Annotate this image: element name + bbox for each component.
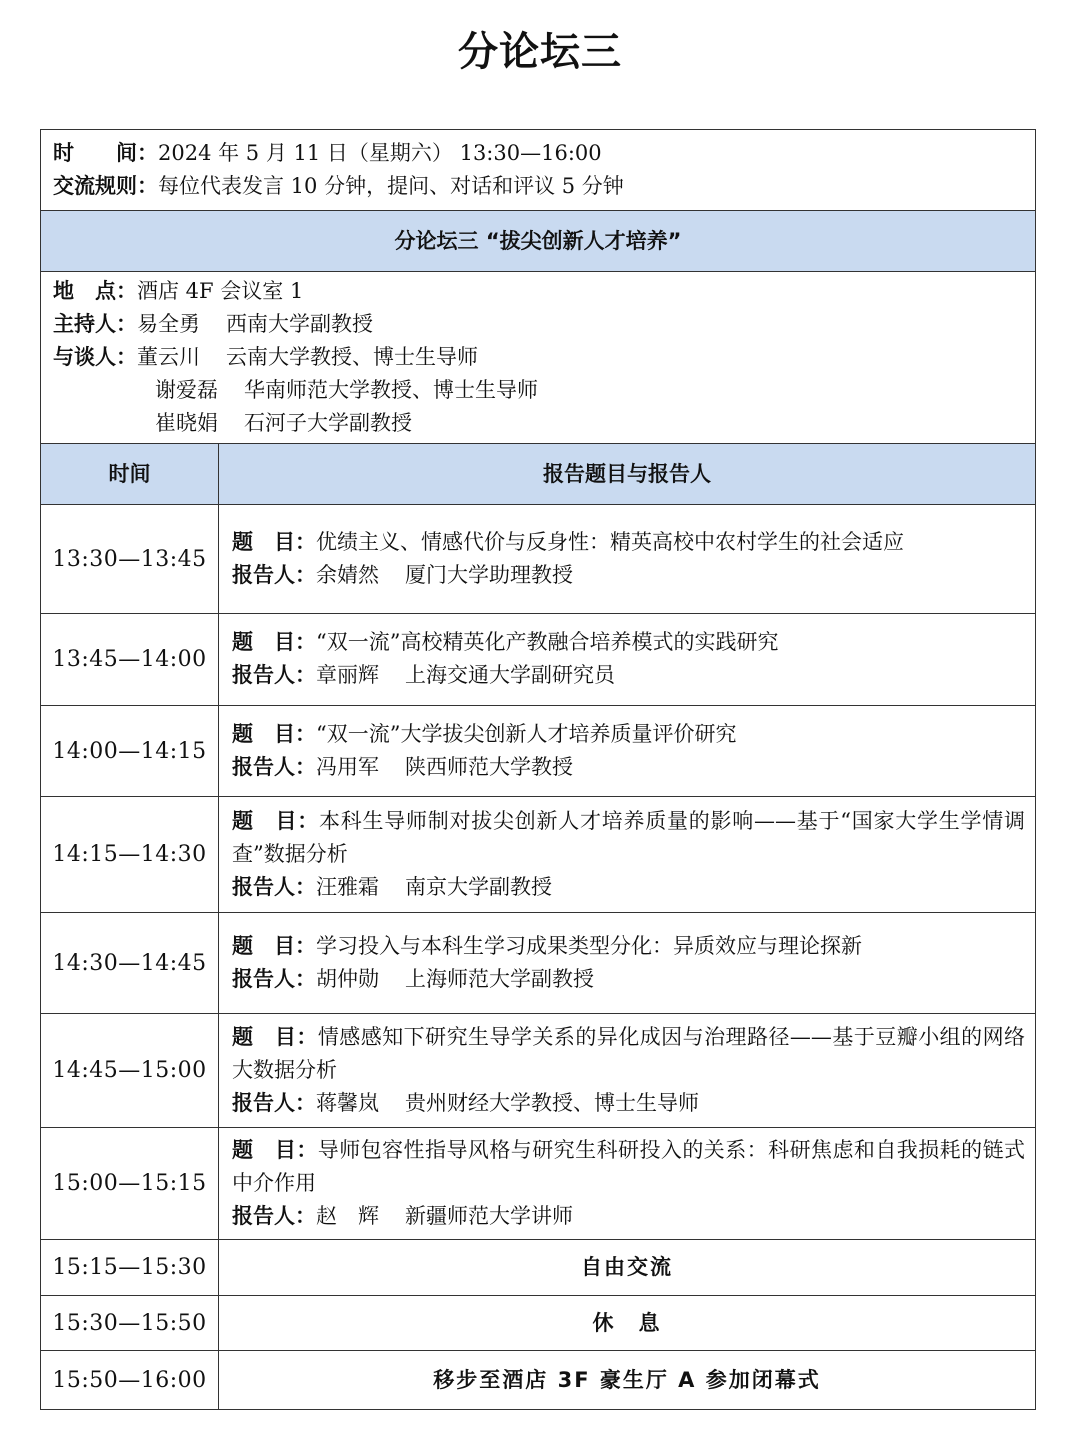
speaker-affiliation: 上海师范大学副教授 <box>405 966 594 991</box>
page-title: 分论坛三 <box>458 29 622 75</box>
speaker-name: 余婧然 <box>316 562 379 587</box>
speaker-name: 赵 辉 <box>316 1203 379 1228</box>
talk-topic: “双一流”大学拔尖创新人才培养质量评价研究 <box>316 721 737 746</box>
info-row <box>41 130 1036 211</box>
speaker-affiliation: 南京大学副教授 <box>405 874 552 899</box>
speaker-name: 胡仲勋 <box>316 966 379 991</box>
talk-topic-line <box>232 805 1025 871</box>
speaker-label: 报告人： <box>232 754 316 779</box>
schedule-table <box>40 129 1036 1410</box>
time-line <box>53 137 1023 170</box>
event-row <box>41 1240 1036 1296</box>
rules-label: 交流规则： <box>53 174 158 198</box>
panelist-title: 华南师范大学教授、博士生导师 <box>244 378 538 402</box>
talk-topic-line <box>232 626 1025 659</box>
event-time: 15:30—15:50 <box>41 1296 219 1351</box>
time-label: 时 间： <box>53 141 158 165</box>
panelist-line <box>53 341 1023 374</box>
host-label: 主持人： <box>53 312 137 336</box>
speaker-label: 报告人： <box>232 663 316 687</box>
venue-row <box>41 272 1036 444</box>
talk-speaker-line <box>232 963 1025 996</box>
talk-time: 14:45—15:00 <box>41 1014 219 1128</box>
location-value: 酒店 4F 会议室 1 <box>137 279 304 303</box>
talk-row <box>41 706 1036 797</box>
column-header-row <box>41 444 1036 505</box>
topic-label: 题 目： <box>232 808 320 833</box>
rules-line <box>53 170 1023 203</box>
time-column-header: 时间 <box>41 444 219 505</box>
event-text: 移步至酒店 3F 豪生厅 A 参加闭幕式 <box>219 1351 1036 1410</box>
topic-column-header: 报告题目与报告人 <box>219 444 1036 505</box>
time-value: 2024 年 5 月 11 日（星期六） 13:30—16:00 <box>158 141 602 165</box>
speaker-name: 蒋馨岚 <box>316 1090 379 1115</box>
speaker-label: 报告人： <box>232 562 316 587</box>
talk-time: 14:15—14:30 <box>41 797 219 913</box>
talk-time: 15:00—15:15 <box>41 1128 219 1240</box>
talk-cell <box>219 614 1036 706</box>
speaker-label: 报告人： <box>232 1090 316 1115</box>
talk-row <box>41 913 1036 1014</box>
topic-label: 题 目： <box>232 1137 318 1162</box>
topic-label: 题 目： <box>232 1024 318 1049</box>
talk-speaker-line <box>232 1087 1025 1120</box>
panelist-title: 云南大学教授、博士生导师 <box>226 345 478 369</box>
talk-speaker-line <box>232 871 1025 904</box>
speaker-affiliation: 陕西师范大学教授 <box>405 754 573 779</box>
talk-time: 14:00—14:15 <box>41 706 219 797</box>
host-title: 西南大学副教授 <box>226 312 373 336</box>
talk-speaker-line <box>232 751 1025 784</box>
talk-topic: 优绩主义、情感代价与反身性：精英高校中农村学生的社会适应 <box>316 529 904 554</box>
forum-heading-row <box>41 211 1036 272</box>
topic-label: 题 目： <box>232 933 316 958</box>
venue-cell <box>41 272 1036 444</box>
panel-label: 与谈人： <box>53 345 137 369</box>
event-time: 15:15—15:30 <box>41 1240 219 1296</box>
forum-heading: 分论坛三 “拔尖创新人才培养” <box>41 211 1036 272</box>
talk-cell <box>219 505 1036 614</box>
speaker-label: 报告人： <box>232 874 316 899</box>
topic-label: 题 目： <box>232 529 316 554</box>
talk-cell <box>219 1128 1036 1240</box>
event-row <box>41 1351 1036 1410</box>
talk-row <box>41 614 1036 706</box>
event-time: 15:50—16:00 <box>41 1351 219 1410</box>
talk-speaker-line <box>232 659 1025 692</box>
info-cell <box>41 130 1036 211</box>
speaker-affiliation: 上海交通大学副研究员 <box>405 663 615 687</box>
host-line <box>53 308 1023 341</box>
talk-cell <box>219 1014 1036 1128</box>
talk-speaker-line <box>232 1200 1025 1233</box>
speaker-affiliation: 贵州财经大学教授、博士生导师 <box>405 1090 699 1115</box>
rules-value: 每位代表发言 10 分钟，提问、对话和评议 5 分钟 <box>158 174 624 198</box>
talk-topic-line <box>232 1134 1025 1200</box>
talk-cell <box>219 913 1036 1014</box>
talk-topic-line <box>232 526 1025 559</box>
talk-time: 14:30—14:45 <box>41 913 219 1014</box>
panelist-name: 崔晓娟 <box>155 411 218 435</box>
talk-topic-line <box>232 930 1025 963</box>
topic-label: 题 目： <box>232 721 316 746</box>
talk-row <box>41 1128 1036 1240</box>
event-text: 自由交流 <box>219 1240 1036 1296</box>
talk-row <box>41 797 1036 913</box>
talk-row <box>41 505 1036 614</box>
speaker-name: 章丽辉 <box>316 663 379 687</box>
panelist-name: 谢爱磊 <box>155 378 218 402</box>
event-row <box>41 1296 1036 1351</box>
speaker-affiliation: 厦门大学助理教授 <box>405 562 573 587</box>
talk-cell <box>219 706 1036 797</box>
speaker-affiliation: 新疆师范大学讲师 <box>405 1203 573 1228</box>
talk-time: 13:30—13:45 <box>41 505 219 614</box>
talk-topic: 本科生导师制对拔尖创新人才培养质量的影响——基于“国家大学生学情调查”数据分析 <box>232 808 1026 866</box>
talk-row <box>41 1014 1036 1128</box>
panelist-name: 董云川 <box>137 345 200 369</box>
talk-topic: 导师包容性指导风格与研究生科研投入的关系：科研焦虑和自我损耗的链式中介作用 <box>232 1137 1026 1195</box>
panelist-title: 石河子大学副教授 <box>244 411 412 435</box>
speaker-name: 冯用军 <box>316 754 379 779</box>
panelist-line <box>53 374 1023 407</box>
talk-speaker-line <box>232 559 1025 592</box>
talk-topic: 学习投入与本科生学习成果类型分化：异质效应与理论探新 <box>316 933 862 958</box>
talk-time: 13:45—14:00 <box>41 614 219 706</box>
talk-cell <box>219 797 1036 913</box>
talk-topic-line <box>232 718 1025 751</box>
speaker-name: 汪雅霜 <box>316 874 379 899</box>
event-text: 休 息 <box>219 1296 1036 1351</box>
speaker-label: 报告人： <box>232 966 316 991</box>
host-name: 易全勇 <box>137 312 200 336</box>
speaker-label: 报告人： <box>232 1203 316 1228</box>
panelist-line <box>53 407 1023 440</box>
topic-label: 题 目： <box>232 630 316 654</box>
talk-topic: “双一流”高校精英化产教融合培养模式的实践研究 <box>316 630 779 654</box>
talk-topic-line <box>232 1021 1025 1087</box>
location-label: 地 点： <box>53 279 137 303</box>
talk-topic: 情感感知下研究生导学关系的异化成因与治理路径——基于豆瓣小组的网络大数据分析 <box>232 1024 1026 1082</box>
location-line <box>53 275 1023 308</box>
